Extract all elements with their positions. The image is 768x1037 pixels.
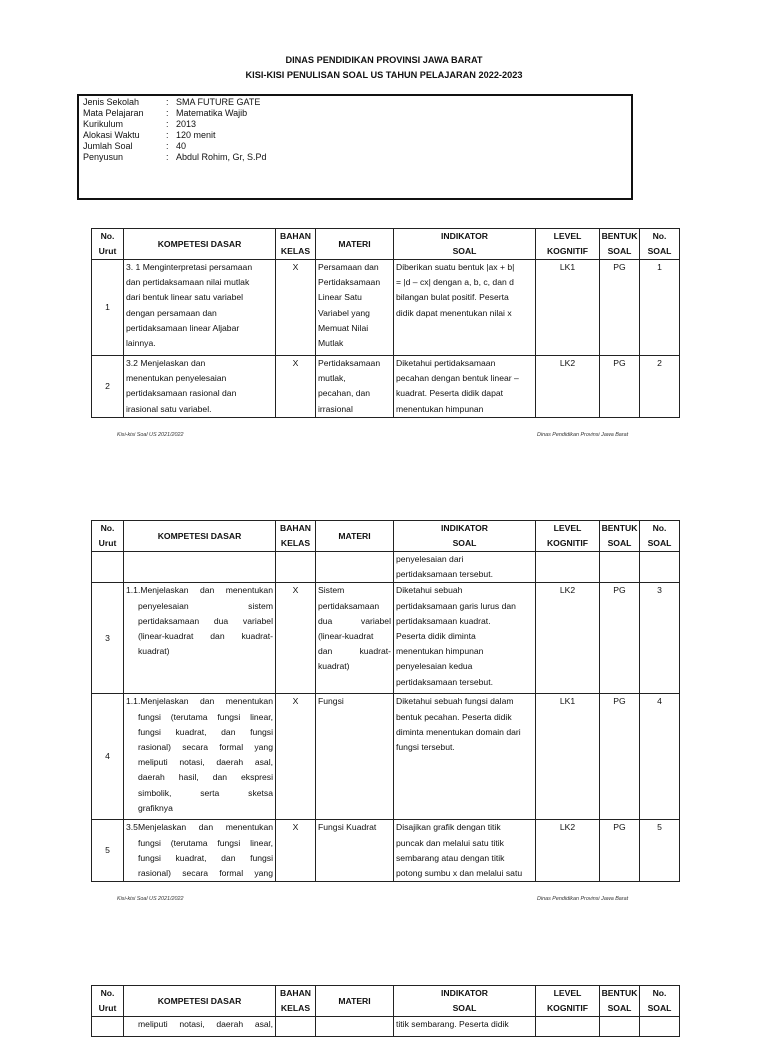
cell-bentuk-soal: PG bbox=[600, 260, 640, 356]
cell-line: dua variabel bbox=[318, 615, 391, 626]
footer-left-page1: Kisi-kisi Soal US 2021/2022 bbox=[117, 432, 184, 438]
cell-kompetensi-dasar bbox=[124, 260, 276, 356]
cell-line: penyelesaian dari bbox=[396, 554, 464, 564]
col-no-soal: No. SOAL bbox=[640, 986, 680, 1017]
info-colon: : bbox=[166, 152, 169, 162]
col-no-urut: No. Urut bbox=[92, 986, 124, 1017]
cell-bentuk-soal: PG bbox=[600, 583, 640, 694]
school-info-box bbox=[77, 94, 633, 200]
info-label: Penyusun bbox=[83, 152, 124, 162]
col-bahan-kelas: BAHAN KELAS bbox=[276, 521, 316, 552]
doc-title-line1: DINAS PENDIDIKAN PROVINSI JAWA BARAT bbox=[285, 55, 483, 65]
cell-line: Disajikan grafik dengan titik bbox=[396, 822, 501, 833]
cell-kompetensi-dasar bbox=[124, 356, 276, 418]
cell-no-soal bbox=[640, 1017, 680, 1037]
cell-materi bbox=[316, 260, 394, 356]
col-kompetensi-dasar: KOMPETESI DASAR bbox=[124, 229, 276, 260]
cell-bahan-kelas bbox=[276, 552, 316, 583]
cell-bahan-kelas: X bbox=[276, 694, 316, 820]
col-no-soal: No. SOAL bbox=[640, 229, 680, 260]
cell-line: menentukan himpunan bbox=[396, 646, 484, 657]
cell-line: Pertidaksamaan bbox=[318, 277, 381, 288]
cell-indikator bbox=[394, 260, 536, 356]
info-label: Jenis Sekolah bbox=[83, 97, 140, 107]
cell-line: irasional satu variabel. bbox=[126, 403, 212, 414]
cell-line: menentukan penyelesaian bbox=[126, 373, 227, 384]
cell-line: meliputi notasi, daerah asal, bbox=[138, 757, 273, 768]
col-materi: MATERI bbox=[316, 229, 394, 260]
col-bentuk-soal: BENTUK SOAL bbox=[600, 521, 640, 552]
cell-bahan-kelas: X bbox=[276, 583, 316, 694]
footer-right-page1: Dinas Pendidikan Provinsi Jawa Barat bbox=[537, 432, 629, 438]
cell-level-kognitif: LK1 bbox=[536, 260, 600, 356]
cell-line: (linear-kuadrat bbox=[318, 631, 374, 642]
cell-line: (linear-kuadrat dan kuadrat- bbox=[138, 631, 273, 642]
cell-level-kognitif: LK2 bbox=[536, 356, 600, 418]
cell-line: daerah hasil, dan ekspresi bbox=[138, 772, 273, 783]
cell-materi bbox=[316, 583, 394, 694]
info-colon: : bbox=[166, 119, 169, 129]
cell-materi bbox=[316, 820, 394, 882]
cell-materi bbox=[316, 1017, 394, 1037]
cell-line: Diketahui sebuah fungsi dalam bbox=[396, 696, 514, 707]
cell-line: pertidaksamaan tersebut. bbox=[396, 569, 493, 580]
col-bahan-kelas: BAHAN KELAS bbox=[276, 986, 316, 1017]
cell-line: fungsi kuadrat, dan fungsi bbox=[138, 726, 273, 737]
cell-no-soal bbox=[640, 552, 680, 583]
cell-level-kognitif: LK2 bbox=[536, 583, 600, 694]
table-row bbox=[92, 356, 680, 418]
cell-line: pertidaksamaan garis lurus dan bbox=[396, 600, 516, 611]
info-value: 120 menit bbox=[176, 130, 216, 140]
info-row bbox=[79, 108, 631, 119]
cell-no-soal: 2 bbox=[640, 356, 680, 418]
cell-no-urut: 5 bbox=[92, 820, 124, 882]
table-row bbox=[92, 1017, 680, 1037]
cell-line: penyelesaian kedua bbox=[396, 661, 473, 672]
cell-no-urut: 2 bbox=[92, 356, 124, 418]
cell-line: fungsi kuadrat, dan fungsi bbox=[138, 852, 273, 863]
cell-line: Variabel yang bbox=[318, 307, 370, 318]
cell-line: fungsi tersebut. bbox=[396, 742, 455, 753]
cell-materi bbox=[316, 552, 394, 583]
table-row bbox=[92, 260, 680, 356]
cell-bentuk-soal bbox=[600, 1017, 640, 1037]
cell-line: potong sumbu x dan melalui satu bbox=[396, 868, 523, 879]
col-indikator-soal: INDIKATOR SOAL bbox=[394, 229, 536, 260]
info-label: Kurikulum bbox=[83, 119, 124, 129]
cell-line: sembarang atau dengan titik bbox=[396, 852, 505, 863]
cell-kompetensi-dasar bbox=[124, 694, 276, 820]
col-level-kognitif: LEVEL KOGNITIF bbox=[536, 986, 600, 1017]
info-colon: : bbox=[166, 97, 169, 107]
footer-right-page2: Dinas Pendidikan Provinsi Jawa Barat bbox=[537, 896, 629, 902]
cell-line: dari bentuk linear satu variabel bbox=[126, 292, 244, 303]
cell-line: Diberikan suatu bentuk |ax + b| bbox=[396, 262, 515, 272]
info-value: Matematika Wajib bbox=[176, 108, 248, 118]
cell-line: simbolik, serta sketsa bbox=[138, 787, 273, 798]
col-kompetensi-dasar: KOMPETESI DASAR bbox=[124, 986, 276, 1017]
cell-no-soal: 5 bbox=[640, 820, 680, 882]
info-row bbox=[79, 119, 631, 130]
cell-indikator bbox=[394, 820, 536, 882]
cell-line: pertidaksamaan linear Aljabar bbox=[126, 322, 240, 333]
col-no-urut: No. Urut bbox=[92, 521, 124, 552]
cell-line: 1.1.Menjelaskan dan menentukan bbox=[126, 696, 273, 707]
cell-line: rasional) secara formal yang bbox=[138, 742, 273, 753]
cell-line: Memuat Nilai bbox=[318, 322, 369, 333]
cell-materi bbox=[316, 356, 394, 418]
cell-line: pertidaksamaan bbox=[318, 600, 380, 611]
col-bahan-kelas: BAHAN KELAS bbox=[276, 229, 316, 260]
info-row bbox=[79, 130, 631, 141]
cell-level-kognitif bbox=[536, 1017, 600, 1037]
table-header-row bbox=[92, 986, 680, 1017]
table-row bbox=[92, 552, 680, 583]
cell-line: 3.2 Menjelaskan dan bbox=[126, 358, 206, 368]
cell-line: Pertidaksamaan bbox=[318, 358, 381, 368]
cell-bentuk-soal: PG bbox=[600, 356, 640, 418]
cell-bentuk-soal: PG bbox=[600, 694, 640, 820]
cell-line: Fungsi bbox=[318, 696, 344, 707]
cell-line: irrasional bbox=[318, 403, 353, 414]
cell-kompetensi-dasar bbox=[124, 820, 276, 882]
cell-line: diminta menentukan domain dari bbox=[396, 726, 521, 737]
cell-bahan-kelas: X bbox=[276, 260, 316, 356]
cell-line: = |d – cx| dengan a, b, c, dan d bbox=[396, 277, 514, 288]
cell-line: mutlak, bbox=[318, 373, 346, 384]
cell-line: pecahan, dan bbox=[318, 388, 371, 399]
kisi-table-page2 bbox=[91, 520, 680, 882]
cell-line: 3.5Menjelaskan dan menentukan bbox=[126, 822, 273, 833]
cell-line: pecahan dengan bentuk linear – bbox=[396, 373, 519, 384]
cell-line: dan pertidaksamaan nilai mutlak bbox=[126, 277, 250, 288]
cell-line: Mutlak bbox=[318, 338, 344, 349]
cell-no-soal: 4 bbox=[640, 694, 680, 820]
cell-line: penyelesaian sistem bbox=[138, 600, 273, 611]
col-bentuk-soal: BENTUK SOAL bbox=[600, 986, 640, 1017]
cell-no-urut: 1 bbox=[92, 260, 124, 356]
cell-no-soal: 1 bbox=[640, 260, 680, 356]
cell-no-urut bbox=[92, 1017, 124, 1037]
info-row bbox=[79, 141, 631, 152]
info-value: SMA FUTURE GATE bbox=[176, 97, 261, 107]
cell-line: Linear Satu bbox=[318, 292, 362, 303]
cell-line: bilangan bulat positif. Peserta bbox=[396, 292, 509, 303]
cell-line: fungsi (terutama fungsi linear, bbox=[138, 837, 273, 848]
info-row bbox=[79, 96, 631, 108]
info-label: Jumlah Soal bbox=[83, 141, 133, 151]
cell-line: pertidaksamaan tersebut. bbox=[396, 676, 493, 687]
col-kompetensi-dasar: KOMPETESI DASAR bbox=[124, 521, 276, 552]
cell-kompetensi-dasar bbox=[124, 1017, 276, 1037]
table-row bbox=[92, 694, 680, 820]
cell-no-urut: 3 bbox=[92, 583, 124, 694]
cell-bahan-kelas: X bbox=[276, 820, 316, 882]
info-colon: : bbox=[166, 141, 169, 151]
cell-bentuk-soal bbox=[600, 552, 640, 583]
cell-line: pertidaksamaan rasional dan bbox=[126, 388, 237, 399]
cell-level-kognitif: LK2 bbox=[536, 820, 600, 882]
cell-line: puncak dan melalui satu titik bbox=[396, 837, 504, 848]
cell-line: dan kuadrat- bbox=[318, 646, 391, 657]
info-label: Alokasi Waktu bbox=[83, 130, 140, 140]
col-materi: MATERI bbox=[316, 521, 394, 552]
cell-line: Diketahui pertidaksamaan bbox=[396, 358, 496, 368]
cell-indikator bbox=[394, 356, 536, 418]
info-value: Abdul Rohim, Gr, S.Pd bbox=[176, 152, 267, 162]
cell-bentuk-soal: PG bbox=[600, 820, 640, 882]
cell-line: fungsi (terutama fungsi linear, bbox=[138, 711, 273, 722]
cell-line: kuadrat. Peserta didik dapat bbox=[396, 388, 504, 399]
info-label: Mata Pelajaran bbox=[83, 108, 144, 118]
cell-line: grafiknya bbox=[138, 802, 173, 813]
table-row bbox=[92, 583, 680, 694]
cell-bahan-kelas bbox=[276, 1017, 316, 1037]
cell-line: bentuk pecahan. Peserta didik bbox=[396, 711, 512, 722]
info-value: 40 bbox=[176, 141, 187, 151]
col-no-soal: No. SOAL bbox=[640, 521, 680, 552]
cell-line: Sistem bbox=[318, 585, 345, 596]
cell-kompetensi-dasar bbox=[124, 552, 276, 583]
col-bentuk-soal: BENTUK SOAL bbox=[600, 229, 640, 260]
cell-no-soal: 3 bbox=[640, 583, 680, 694]
cell-indikator bbox=[394, 552, 536, 583]
cell-line: Peserta didik diminta bbox=[396, 631, 476, 642]
cell-no-urut bbox=[92, 552, 124, 583]
cell-no-urut: 4 bbox=[92, 694, 124, 820]
col-materi: MATERI bbox=[316, 986, 394, 1017]
info-value: 2013 bbox=[176, 119, 197, 129]
cell-line: kuadrat) bbox=[138, 646, 170, 657]
cell-line: pertidaksamaan kuadrat. bbox=[396, 615, 491, 626]
cell-line: Diketahui sebuah bbox=[396, 585, 463, 596]
cell-indikator bbox=[394, 583, 536, 694]
col-indikator-soal: INDIKATOR SOAL bbox=[394, 521, 536, 552]
cell-level-kognitif: LK1 bbox=[536, 694, 600, 820]
cell-line: didik dapat menentukan nilai x bbox=[396, 307, 512, 318]
cell-bahan-kelas: X bbox=[276, 356, 316, 418]
table-header-row bbox=[92, 229, 680, 260]
col-level-kognitif: LEVEL KOGNITIF bbox=[536, 229, 600, 260]
info-row bbox=[79, 152, 631, 163]
col-indikator-soal: INDIKATOR SOAL bbox=[394, 986, 536, 1017]
cell-level-kognitif bbox=[536, 552, 600, 583]
kisi-table-page1 bbox=[91, 228, 680, 418]
cell-indikator bbox=[394, 1017, 536, 1037]
cell-line: lainnya. bbox=[126, 338, 156, 349]
cell-line: Fungsi Kuadrat bbox=[318, 822, 377, 833]
cell-line: 1.1.Menjelaskan dan menentukan bbox=[126, 585, 273, 596]
table-row bbox=[92, 820, 680, 882]
cell-line: menentukan himpunan bbox=[396, 403, 484, 414]
col-no-urut: No. Urut bbox=[92, 229, 124, 260]
cell-kompetensi-dasar bbox=[124, 583, 276, 694]
info-colon: : bbox=[166, 108, 169, 118]
table-header-row bbox=[92, 521, 680, 552]
cell-line: 3. 1 Menginterpretasi persamaan bbox=[126, 262, 253, 272]
cell-indikator bbox=[394, 694, 536, 820]
col-level-kognitif: LEVEL KOGNITIF bbox=[536, 521, 600, 552]
cell-line: Persamaan dan bbox=[318, 262, 379, 272]
doc-title-line2: KISI-KISI PENULISAN SOAL US TAHUN PELAJARAN 2022-2023 bbox=[245, 70, 523, 80]
footer-left-page2: Kisi-kisi Soal US 2021/2022 bbox=[117, 896, 184, 902]
cell-line: kuadrat) bbox=[318, 661, 350, 672]
kisi-table-page3 bbox=[91, 985, 680, 1037]
cell-materi bbox=[316, 694, 394, 820]
cell-line: rasional) secara formal yang bbox=[138, 868, 273, 879]
cell-line: meliputi notasi, daerah asal, bbox=[138, 1019, 273, 1029]
cell-line: titik sembarang. Peserta didik bbox=[396, 1019, 509, 1029]
cell-line: pertidaksamaan dua variabel bbox=[138, 615, 273, 626]
cell-line: dengan persamaan dan bbox=[126, 307, 217, 318]
info-colon: : bbox=[166, 130, 169, 140]
